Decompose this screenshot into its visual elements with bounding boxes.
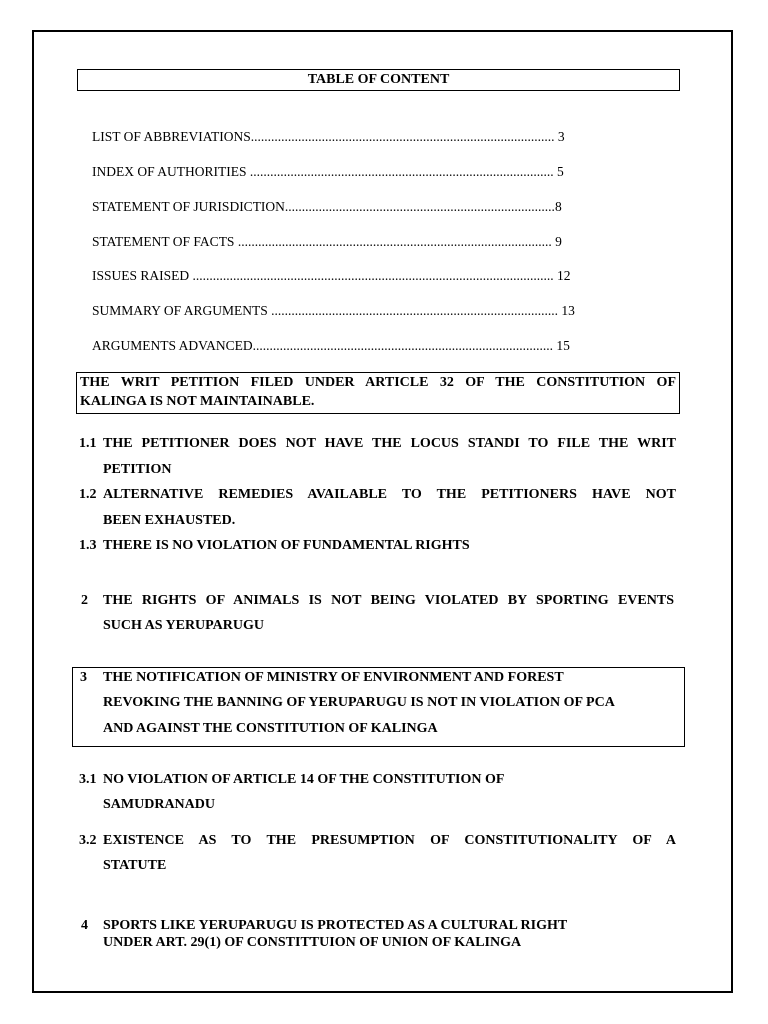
toc-entry[interactable]: STATEMENT OF JURISDICTION................................................................................8: [92, 199, 562, 214]
section-2-heading-cont: SUCH AS YERUPARUGU: [103, 618, 265, 633]
item-heading-cont: BEEN EXHAUSTED.: [103, 513, 236, 528]
section-3-heading: THE NOTIFICATION OF MINISTRY OF ENVIRONMENT AND FOREST: [103, 670, 564, 685]
section-2-number: 2: [81, 593, 88, 608]
section-4-heading-cont: UNDER ART. 29(1) OF CONSTITTUION OF UNION OF KALINGA: [103, 935, 522, 950]
item-heading: THERE IS NO VIOLATION OF FUNDAMENTAL RIGHTS: [103, 538, 470, 553]
item-heading-cont: SAMUDRANADU: [103, 797, 215, 812]
toc-entry[interactable]: ISSUES RAISED ........................................................................................................... 12: [92, 268, 571, 283]
item-heading: THE PETITIONER DOES NOT HAVE THE LOCUS STANDI TO FILE THE WRIT: [103, 436, 676, 451]
item-heading-cont: STATUTE: [103, 858, 167, 873]
page-title: TABLE OF CONTENT: [77, 69, 680, 91]
item-heading: EXISTENCE AS TO THE PRESUMPTION OF CONSTITUTIONALITY OF A: [103, 833, 676, 848]
toc-entry[interactable]: SUMMARY OF ARGUMENTS ..................................................................................... 13: [92, 303, 575, 318]
section-3-number: 3: [80, 670, 87, 685]
item-number: 3.2: [79, 833, 97, 848]
section-1-heading-cont: KALINGA IS NOT MAINTAINABLE.: [80, 394, 315, 409]
section-3-heading-cont: REVOKING THE BANNING OF YERUPARUGU IS NOT IN VIOLATION OF PCA: [103, 695, 615, 710]
item-number: 1.1: [79, 436, 97, 451]
section-3-heading-cont: AND AGAINST THE CONSTITUTION OF KALINGA: [103, 721, 438, 736]
item-heading: ALTERNATIVE REMEDIES AVAILABLE TO THE PETITIONERS HAVE NOT: [103, 487, 676, 502]
section-2-heading: THE RIGHTS OF ANIMALS IS NOT BEING VIOLATED BY SPORTING EVENTS: [103, 593, 674, 608]
item-number: 1.2: [79, 487, 97, 502]
item-number: 1.3: [79, 538, 97, 553]
item-heading-cont: PETITION: [103, 462, 172, 477]
section-4-heading: SPORTS LIKE YERUPARUGU IS PROTECTED AS A CULTURAL RIGHT: [103, 918, 568, 933]
section-1-heading: THE WRIT PETITION FILED UNDER ARTICLE 32 OF THE CONSTITUTION OF: [80, 375, 676, 390]
toc-entry[interactable]: ARGUMENTS ADVANCED......................................................................................... 15: [92, 338, 570, 353]
toc-entry[interactable]: STATEMENT OF FACTS ............................................................................................. 9: [92, 234, 562, 249]
toc-entry[interactable]: INDEX OF AUTHORITIES .......................................................................................... 5: [92, 164, 564, 179]
toc-entry[interactable]: LIST OF ABBREVIATIONS.......................................................................................... 3: [92, 129, 565, 144]
item-number: 3.1: [79, 772, 97, 787]
item-heading: NO VIOLATION OF ARTICLE 14 OF THE CONSTITUTION OF: [103, 772, 505, 787]
section-4-number: 4: [81, 918, 88, 933]
